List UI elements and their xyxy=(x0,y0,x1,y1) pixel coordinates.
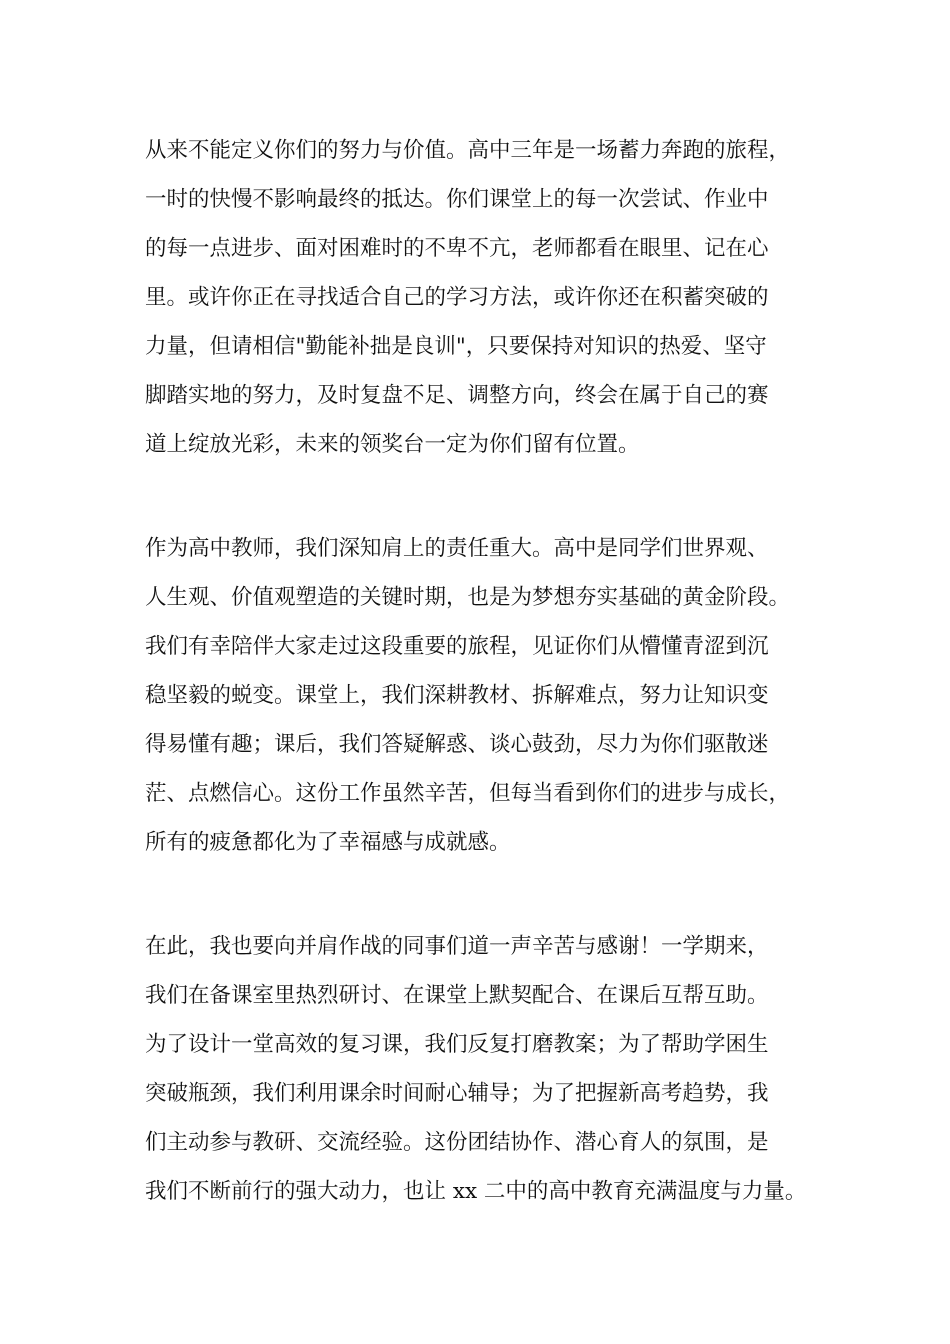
text-line: 道上绽放光彩，未来的领奖台一定为你们留有位置。 xyxy=(145,432,640,457)
text-line: 突破瓶颈，我们利用课余时间耐心辅导；为了把握新高考趋势，我 xyxy=(145,1081,769,1106)
text-line: 为了设计一堂高效的复习课，我们反复打磨教案；为了帮助学困生 xyxy=(145,1032,769,1057)
text-line: 所有的疲惫都化为了幸福感与成就感。 xyxy=(145,830,511,855)
text-line: 我们在备课室里热烈研讨、在课堂上默契配合、在课后互帮互助。 xyxy=(145,983,769,1008)
paragraph-thanks-colleagues xyxy=(145,922,825,1216)
text-line: 们主动参与教研、交流经验。这份团结协作、潜心育人的氛围，是 xyxy=(145,1130,769,1155)
text-line: 得易懂有趣；课后，我们答疑解惑、谈心鼓劲，尽力为你们驱散迷 xyxy=(145,732,769,757)
text-line: 作为高中教师，我们深知肩上的责任重大。高中是同学们世界观、 xyxy=(145,536,769,561)
text-line: 的每一点进步、面对困难时的不卑不亢，老师都看在眼里、记在心 xyxy=(145,236,769,261)
paragraph-effort-and-value xyxy=(145,126,825,469)
text-line: 脚踏实地的努力，及时复盘不足、调整方向，终会在属于自己的赛 xyxy=(145,383,769,408)
text-line: 力量，但请相信"勤能补拙是良训"，只要保持对知识的热爱、坚守 xyxy=(145,334,767,359)
paragraph-teacher-responsibility xyxy=(145,524,825,867)
text-line: 稳坚毅的蜕变。课堂上，我们深耕教材、拆解难点，努力让知识变 xyxy=(145,683,769,708)
text-line: 在此，我也要向并肩作战的同事们道一声辛苦与感谢！一学期来， xyxy=(145,934,769,959)
text-line: 里。或许你正在寻找适合自己的学习方法，或许你还在积蓄突破的 xyxy=(145,285,769,310)
text-line: 从来不能定义你们的努力与价值。高中三年是一场蓄力奔跑的旅程， xyxy=(145,138,791,163)
text-line: 茫、点燃信心。这份工作虽然辛苦，但每当看到你们的进步与成长， xyxy=(145,781,791,806)
text-line: 我们有幸陪伴大家走过这段重要的旅程，见证你们从懵懂青涩到沉 xyxy=(145,634,769,659)
text-line: 一时的快慢不影响最终的抵达。你们课堂上的每一次尝试、作业中 xyxy=(145,187,769,212)
text-line: 我们不断前行的强大动力，也让 xx 二中的高中教育充满温度与力量。 xyxy=(145,1179,807,1204)
text-line: 人生观、价值观塑造的关键时期，也是为梦想夯实基础的黄金阶段。 xyxy=(145,585,791,610)
